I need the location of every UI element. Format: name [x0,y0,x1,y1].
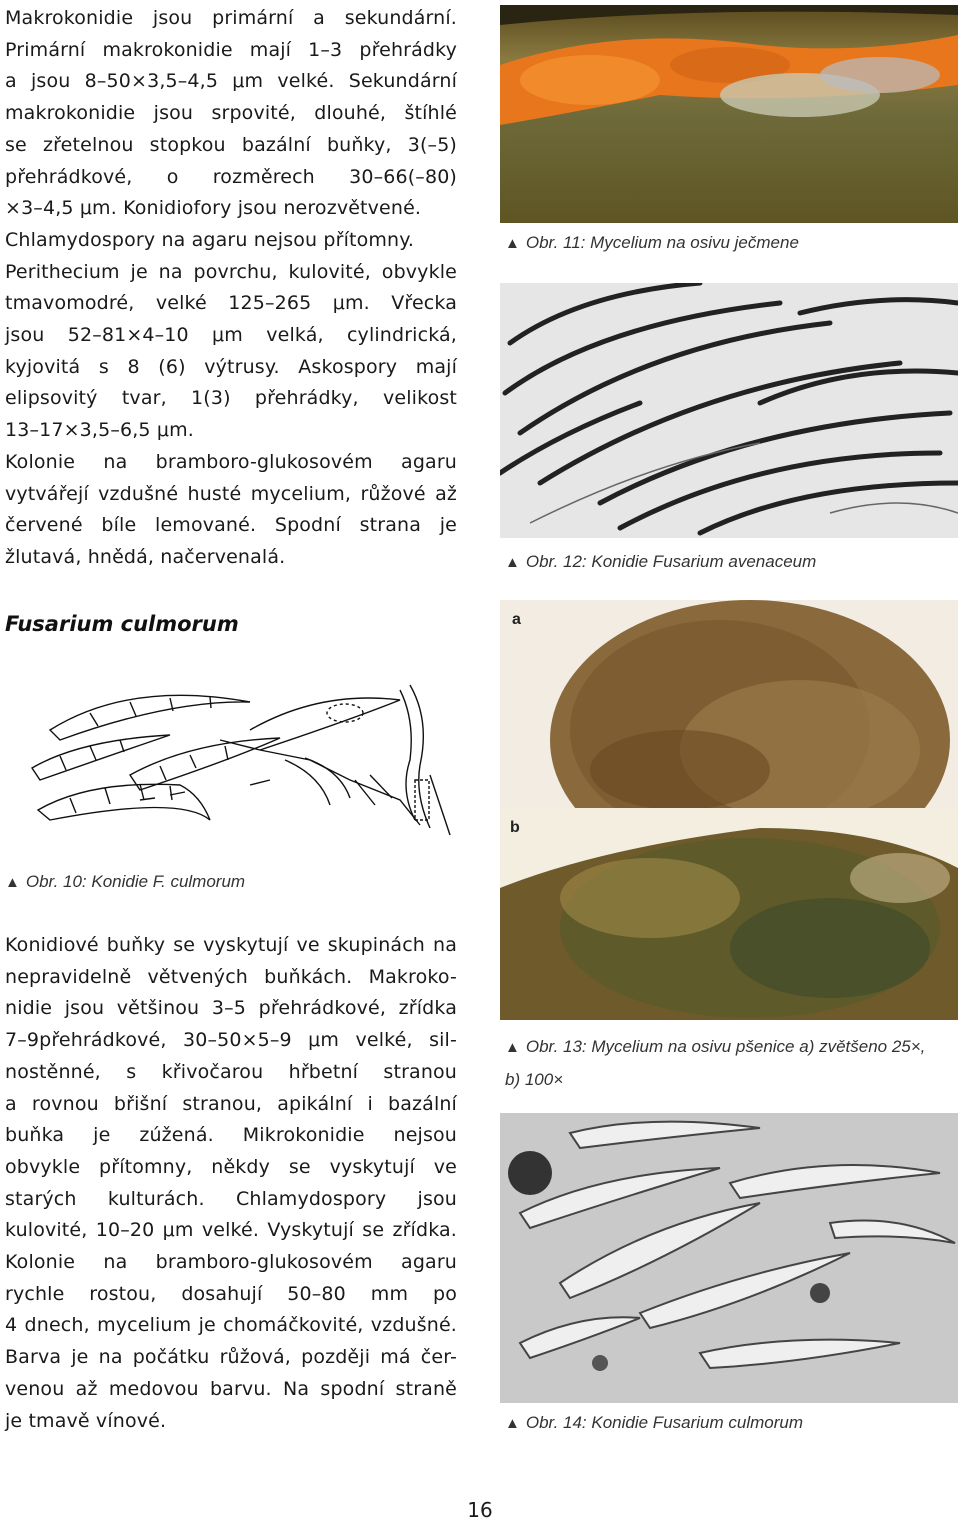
text-line: žlutavá, hnědá, načervenalá. [5,545,286,568]
text-line: makrokonidie jsou srpovité, dlouhé, štíhlé [5,102,457,125]
text-line: venou až medovou barvu. Na spodní straně [5,1377,457,1400]
photo-label-b: b [510,819,520,836]
text-line: Barva je na počátku růžová, později má čer- [5,1346,457,1369]
caption-fig11: ▲ Obr. 11: Mycelium na osivu ječmene [505,233,799,252]
text-line: rychle rostou, dosahují 50–80 mm po [5,1282,457,1305]
text-line: jsou 52–81×4–10 μm velká, cylindrická, [5,324,457,347]
text-line: a rovnou břišní stranou, apikální i bazální [5,1092,457,1115]
text-line: ×3–4,5 μm. Konidiofory jsou nerozvětvené. [5,197,422,220]
text-line: Primární makrokonidie mají 1–3 přehrádky [5,38,457,61]
text-line: je tmavě vínové. [5,1409,167,1432]
text-line: červené bíle lemované. Spodní strana je [5,514,457,537]
photo-mycelium-wheat-b [500,808,958,1020]
text-line: Makrokonidie jsou primární a sekundární. [5,7,457,29]
text-line: kulovité, 10–20 μm velké. Vyskytují se zřídka. [5,1219,457,1242]
paragraph-culmorum-description [5,930,457,1437]
text-line: nidie jsou většinou 3–5 přehrádkové, zřídka [5,997,457,1020]
caption-fig14: ▲ Obr. 14: Konidie Fusarium culmorum [505,1413,803,1432]
text-line: 13–17×3,5–6,5 μm. [5,419,194,442]
text-line: starých kulturách. Chlamydospory jsou [5,1187,457,1210]
text-line: Kolonie na bramboro-glukosovém agaru [5,1251,457,1274]
text-line: vytvářejí vzdušné husté mycelium, růžové až [5,482,457,505]
text-line: 4 dnech, mycelium je chomáčkovité, vzdušné. [5,1314,457,1337]
triangle-icon: ▲ [505,235,520,252]
section-heading: Fusarium culmorum [5,612,239,636]
caption-fig10: ▲ Obr. 10: Konidie F. culmorum [5,872,246,891]
triangle-icon: ▲ [505,1415,520,1432]
caption-fig12: ▲ Obr. 12: Konidie Fusarium avenaceum [505,552,817,571]
paragraph-avenaceum-description [5,3,457,574]
photo-mycelium-barley [500,5,958,223]
text-line: Konidiové buňky se vyskytují ve skupinách na [5,934,457,956]
text-line: tmavomodré, velké 125–265 μm. Vřecka [5,292,457,315]
photo-conidia-culmorum [500,1113,958,1403]
text-block-2 [5,930,457,1437]
text-line: kyjovitá s 8 (6) výtrusy. Askospory mají [5,355,457,378]
text-block-1 [5,3,457,574]
text-line: buňka je zúžená. Mikrokonidie nejsou [5,1124,457,1147]
text-line: elipsovitý tvar, 1(3) přehrádky, velikost [5,387,457,410]
text-line: přehrádkové, o rozměrech 30–66(–80) [5,165,457,188]
text-line: se zřetelnou stopkou bazální buňky, 3(–5) [5,133,457,156]
photo-label-a: a [512,611,521,628]
page-number: 16 [467,1498,493,1522]
caption-fig13: ▲ Obr. 13: Mycelium na osivu pšenice a) zvětšeno 25×, b) 100× [505,1037,926,1089]
text-line: Chlamydospory na agaru nejsou přítomny. [5,228,415,251]
text-line: Perithecium je na povrchu, kulovité, obvykle [5,260,457,283]
text-line: obvykle přítomny, někdy se vyskytují ve [5,1155,457,1178]
figure-10-drawing [20,680,460,840]
text-line: Kolonie na bramboro-glukosovém agaru [5,450,457,473]
triangle-icon: ▲ [505,554,520,571]
text-line: nepravidelně větvených buňkách. Makroko- [5,965,457,988]
text-line: nostěnné, s křivočarou hřbetní stranou [5,1060,457,1083]
photo-conidia-avenaceum [500,283,958,538]
triangle-icon: ▲ [5,874,20,891]
text-line: 7–9přehrádkové, 30–50×5–9 μm velké, sil- [5,1029,457,1052]
photo-mycelium-wheat-a [500,600,958,808]
text-line: a jsou 8–50×3,5–4,5 μm velké. Sekundární [5,70,457,93]
triangle-icon: ▲ [505,1039,520,1056]
